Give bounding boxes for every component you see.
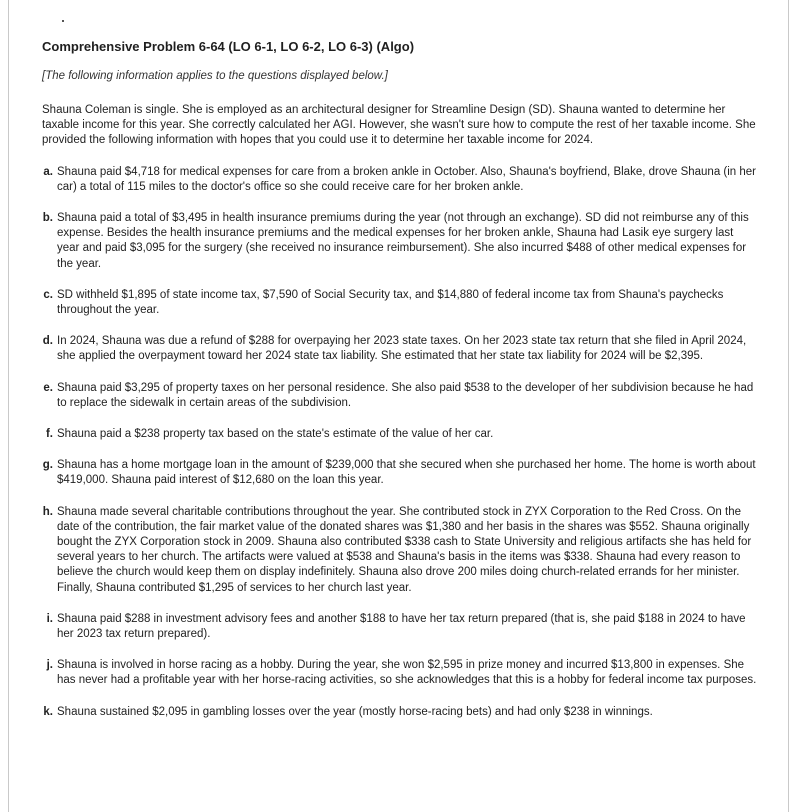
list-item [42, 505, 758, 596]
item-letter: k. [43, 705, 53, 718]
item-text: Shauna is involved in horse racing as a hobby. During the year, she won $2,595 in prize money and incurred $13,800 in expenses. She has never had a profitable year with her horse-racing activities, so she acknowledges that this is a hobby for federal income tax purposes. [57, 659, 757, 687]
item-text: Shauna paid $4,718 for medical expenses for care from a broken ankle in October. Also, Shauna's boyfriend, Blake, drove Shauna (in her car) a total of 115 miles to the doctor's office so she could receive care for her broken ankle. [57, 165, 757, 193]
item-text: Shauna paid a $238 property tax based on the state's estimate of the value of her car. [57, 428, 494, 441]
list-item [42, 288, 758, 318]
item-letter: c. [43, 288, 53, 301]
list-item [42, 211, 758, 272]
problem-title: Comprehensive Problem 6-64 (LO 6-1, LO 6-2, LO 6-3) (Algo) [42, 39, 415, 54]
item-letter: d. [42, 335, 53, 348]
item-text: SD withheld $1,895 of state income tax, $7,590 of Social Security tax, and $14,880 of federal income tax from Shauna's paychecks throughout the year. [57, 288, 724, 317]
item-letter: f. [45, 428, 53, 441]
list-item [42, 705, 758, 720]
item-text: Shauna paid $288 in investment advisory fees and another $188 to have her tax return prepared (that is, she paid $188 in 2024 to have her 2023 tax return prepared). [57, 612, 746, 641]
facts-list [42, 165, 758, 720]
list-item [42, 458, 758, 488]
list-item [42, 165, 758, 195]
list-item [42, 612, 758, 642]
item-text: Shauna paid a total of $3,495 in health insurance premiums during the year (not through an exchange). SD did not reimburse any of this expense. Besides the health insurance premiums and the medical expenses for her broken ankle, Shauna had Lasik eye surgery last year and paid $3,095 for the surgery (she received no insurance reimbursement). She also incurred $488 of other medical expenses for the year. [57, 212, 749, 270]
item-text: Shauna sustained $2,095 in gambling losses over the year (mostly horse-racing bets) and had only $238 in winnings. [57, 705, 653, 718]
item-text: Shauna paid $3,295 of property taxes on her personal residence. She also paid $538 to the developer of her subdivision because he had to replace the sidewalk in certain areas of the subdivision. [57, 381, 754, 409]
item-letter: g. [42, 459, 53, 472]
frame-left-border [8, 0, 9, 812]
item-text: Shauna has a home mortgage loan in the amount of $239,000 that she secured when she purchased her home. The home is worth about $419,000. Shauna paid interest of $12,680 on the loan this year. [57, 459, 756, 487]
list-item [42, 381, 758, 411]
item-letter: a. [43, 165, 53, 178]
item-letter: h. [42, 505, 53, 518]
list-item [42, 334, 758, 364]
list-item [42, 427, 758, 442]
problem-subtitle: [The following information applies to the questions displayed below.] [42, 70, 388, 82]
item-text: In 2024, Shauna was due a refund of $288 for overpaying her 2023 state taxes. On her 2023 state tax return that she filed in April 2024, she applied the overpayment toward her 2024 state tax liability. She estimated that her state tax liability for 2024 will be $2,395. [57, 335, 747, 363]
item-letter: j. [46, 659, 53, 672]
top-dot [62, 20, 64, 22]
problem-content [42, 38, 758, 736]
item-text: Shauna made several charitable contributions throughout the year. She contributed stock in ZYX Corporation to the Red Cross. On the date of the contribution, the fair market value of the donated shares was $1,380 and her basis in the shares was $552. Shauna originally bought the ZYX Corporation stock in 2009. Shauna also contributed $338 cash to State University and religious artifacts she has held for several years to her church. The artifacts were valued at $538 and Shauna's basis in the items was $338. Shauna had every reason to believe the church would keep them on display indefinitely. Shauna also drove 200 miles doing church-related errands for her minister. Finally, Shauna contributed $1,295 of services to her church last year. [57, 505, 752, 594]
item-letter: e. [43, 381, 53, 394]
problem-intro: Shauna Coleman is single. She is employed as an architectural designer for Streamline Design (SD). Shauna wanted to determine her taxable income for this year. She correctly calculated her AGI. However, she wasn't sure how to compute the rest of her taxable income. She provided the following information with hopes that you could use it to determine her taxable income for 2024. [42, 104, 756, 147]
item-letter: b. [42, 212, 53, 225]
item-letter: i. [46, 612, 53, 625]
frame-right-border [788, 0, 789, 812]
list-item [42, 658, 758, 688]
